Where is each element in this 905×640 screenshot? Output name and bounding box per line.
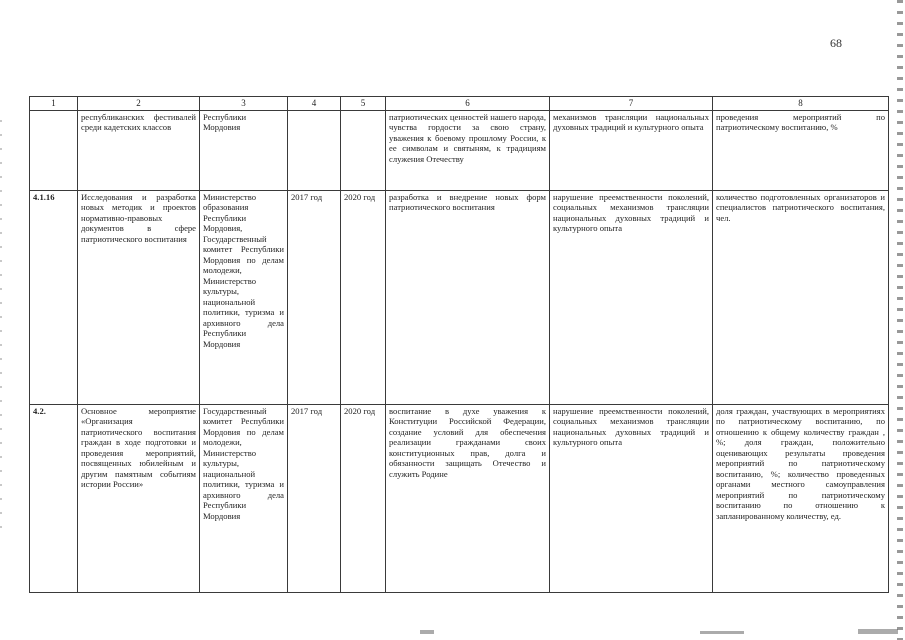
measure-number: 4.1.16	[30, 190, 78, 404]
measure-name: республиканских фестивалей среди кадетских классов	[78, 110, 200, 190]
non-implementation-consequences: нарушение преемственности поколений, социальных механизмов трансляции национальных духовных традиций и культурного опыта	[550, 190, 713, 404]
non-implementation-consequences: нарушение преемственности поколений, социальных механизмов трансляции национальных духовных традиций и культурного опыта	[550, 404, 713, 592]
column-header: 2	[78, 97, 200, 111]
measure-executor: Республики Мордовия	[200, 110, 288, 190]
start-year: 2017 год	[288, 190, 341, 404]
scan-speck	[420, 630, 434, 634]
scan-edge-marks-left	[0, 120, 2, 540]
start-year	[288, 110, 341, 190]
column-header: 3	[200, 97, 288, 111]
target-indicator: доля граждан, участвующих в мероприятиях по патриотическому воспитанию, по отношению к общему количеству граждан , %; доля граждан, положительно оценивающих результаты проведения мероприятий по патриотическому воспитанию, %; количество проведенных органами местного самоуправления мероприятий по патриотическому воспитанию по отношению к запланированному количеству, ед.	[713, 404, 889, 592]
end-year	[341, 110, 386, 190]
non-implementation-consequences: механизмов трансляции национальных духовных традиций и культурного опыта	[550, 110, 713, 190]
measure-number	[30, 110, 78, 190]
target-indicator: проведения мероприятий по патриотическому воспитанию, %	[713, 110, 889, 190]
measure-name: Исследования и разработка новых методик и проектов нормативно-правовых документов в сфере патриотического воспитания	[78, 190, 200, 404]
scan-edge-marks	[897, 0, 903, 640]
start-year: 2017 год	[288, 404, 341, 592]
measure-name: Основное мероприятие «Организация патриотического воспитания граждан в ходе подготовки и проведения мероприятий, посвященных юбилейным и другим памятным событиям истории России»	[78, 404, 200, 592]
measure-executor: Государственный комитет Республики Мордовия по делам молодежи, Министерство культуры, национальной политики, туризма и архивного дела Республики Мордовия	[200, 404, 288, 592]
table-row	[30, 110, 889, 190]
measure-executor: Министерство образования Республики Мордовия, Государственный комитет Республики Мордовия по делам молодежи, Министерство культуры, национальной политики, туризма и архивного дела Республики Мордовия	[200, 190, 288, 404]
measure-number: 4.2.	[30, 404, 78, 592]
page-number: 68	[830, 36, 842, 50]
program-measures-table	[29, 96, 889, 593]
expected-result: патриотических ценностей нашего народа, чувства гордости за свою страну, уважения к боевому прошлому России, к ее символам и святыням, к традициям служения Отечеству	[386, 110, 550, 190]
column-header: 6	[386, 97, 550, 111]
expected-result: разработка и внедрение новых форм патриотического воспитания	[386, 190, 550, 404]
column-header: 7	[550, 97, 713, 111]
expected-result: воспитание в духе уважения к Конституции Российской Федерации, создание условий для обеспечения реализации гражданами своих конституционных прав, долга и обязанности защищать Отечество и служить Родине	[386, 404, 550, 592]
table-row	[30, 190, 889, 404]
end-year: 2020 год	[341, 190, 386, 404]
target-indicator: количество подготовленных организаторов и специалистов патриотического воспитания, чел.	[713, 190, 889, 404]
table-row	[30, 404, 889, 592]
column-header: 1	[30, 97, 78, 111]
scan-speck	[858, 629, 898, 634]
scan-speck	[700, 631, 744, 634]
end-year: 2020 год	[341, 404, 386, 592]
column-header-row	[30, 97, 889, 111]
column-header: 8	[713, 97, 889, 111]
column-header: 5	[341, 97, 386, 111]
column-header: 4	[288, 97, 341, 111]
